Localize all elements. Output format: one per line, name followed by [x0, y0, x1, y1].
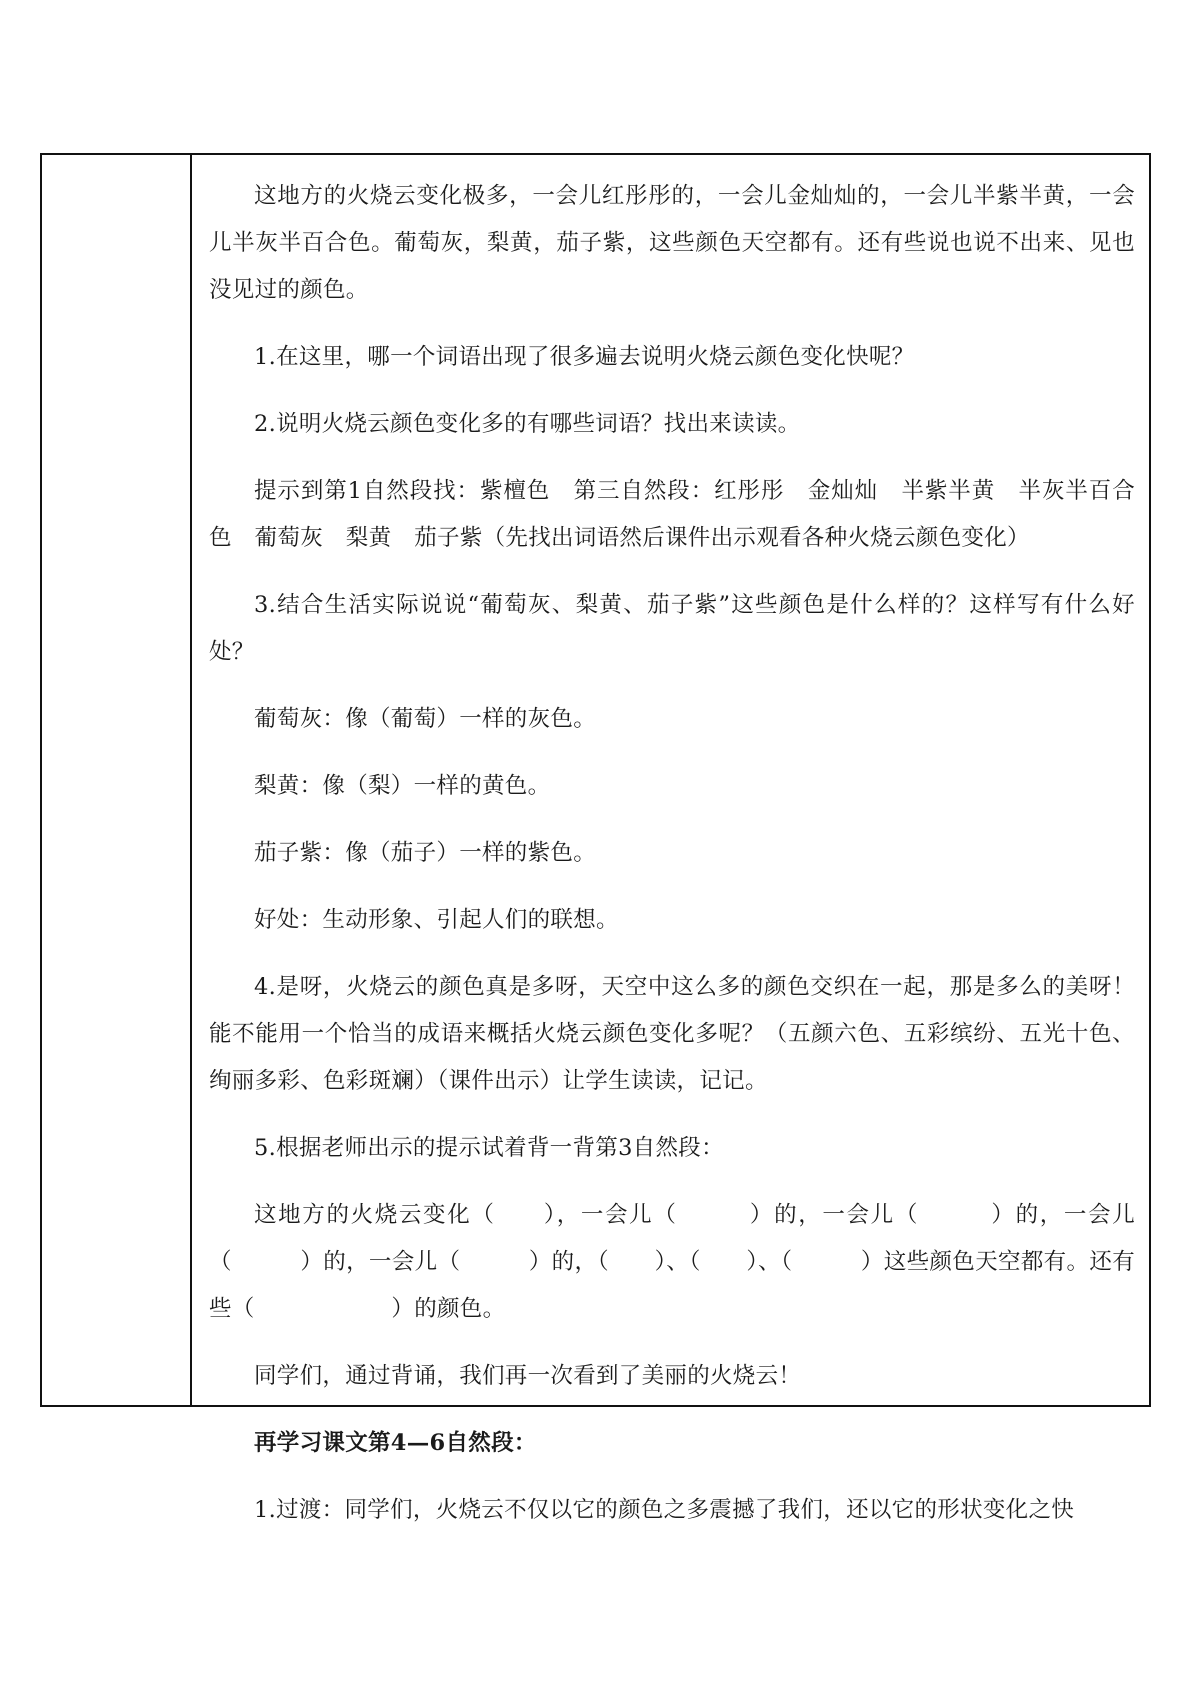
table-right-column [195, 155, 1149, 1523]
summary-line: 同学们，通过背诵，我们再一次看到了美丽的火烧云！ [254, 1363, 802, 1389]
question-5: 5.根据老师出示的提示试着背一背第3自然段： [254, 1135, 724, 1161]
section-heading: 再学习课文第4—6自然段： [254, 1430, 537, 1456]
answer-benefit: 好处：生动形象、引起人们的联想。 [254, 907, 619, 933]
question-3: 3.结合生活实际说说“葡萄灰、梨黄、茄子紫”这些颜色是什么样的？这样写有什么好处？ [209, 592, 1135, 665]
question-1: 1.在这里，哪一个词语出现了很多遍去说明火烧云颜色变化快呢？ [254, 344, 915, 370]
question-2: 2.说明火烧云颜色变化多的有哪些词语？找出来读读。 [254, 411, 801, 437]
transition-paragraph: 1.过渡：同学们，火烧云不仅以它的颜色之多震撼了我们，还以它的形状变化之快 [254, 1497, 1075, 1523]
answer-eggplant-purple: 茄子紫：像（茄子）一样的紫色。 [254, 840, 597, 866]
question-4: 4.是呀，火烧云的颜色真是多呀，天空中这么多的颜色交织在一起，那是多么的美呀！能不能用一个恰当的成语来概括火烧云颜色变化多呢？（五颜六色、五彩缤纷、五光十色、绚丽多彩、色彩斑斓）（课件出示）让学生读读，记记。 [209, 974, 1135, 1094]
hint-paragraph: 提示到第1自然段找：紫檀色 第三自然段：红彤彤 金灿灿 半紫半黄 半灰半百合色 葡萄灰 梨黄 茄子紫（先找出词语然后课件出示观看各种火烧云颜色变化） [209, 478, 1135, 551]
quoted-passage: 这地方的火烧云变化极多，一会儿红彤彤的，一会儿金灿灿的，一会儿半紫半黄，一会儿半灰半百合色。葡萄灰，梨黄，茄子紫，这些颜色天空都有。还有些说也说不出来、见也没见过的颜色。 [209, 183, 1135, 303]
fill-in-blank-passage: 这地方的火烧云变化（ ），一会儿（ ）的，一会儿（ ）的，一会儿（ ）的，一会儿（ ）的，（ ）、（ ）、（ ）这些颜色天空都有。还有些（ ）的颜色。 [209, 1202, 1135, 1322]
table-left-column [42, 155, 192, 1405]
answer-pear-yellow: 梨黄：像（梨）一样的黄色。 [254, 773, 551, 799]
answer-grape-grey: 葡萄灰：像（葡萄）一样的灰色。 [254, 706, 597, 732]
lesson-table [40, 153, 1151, 1523]
